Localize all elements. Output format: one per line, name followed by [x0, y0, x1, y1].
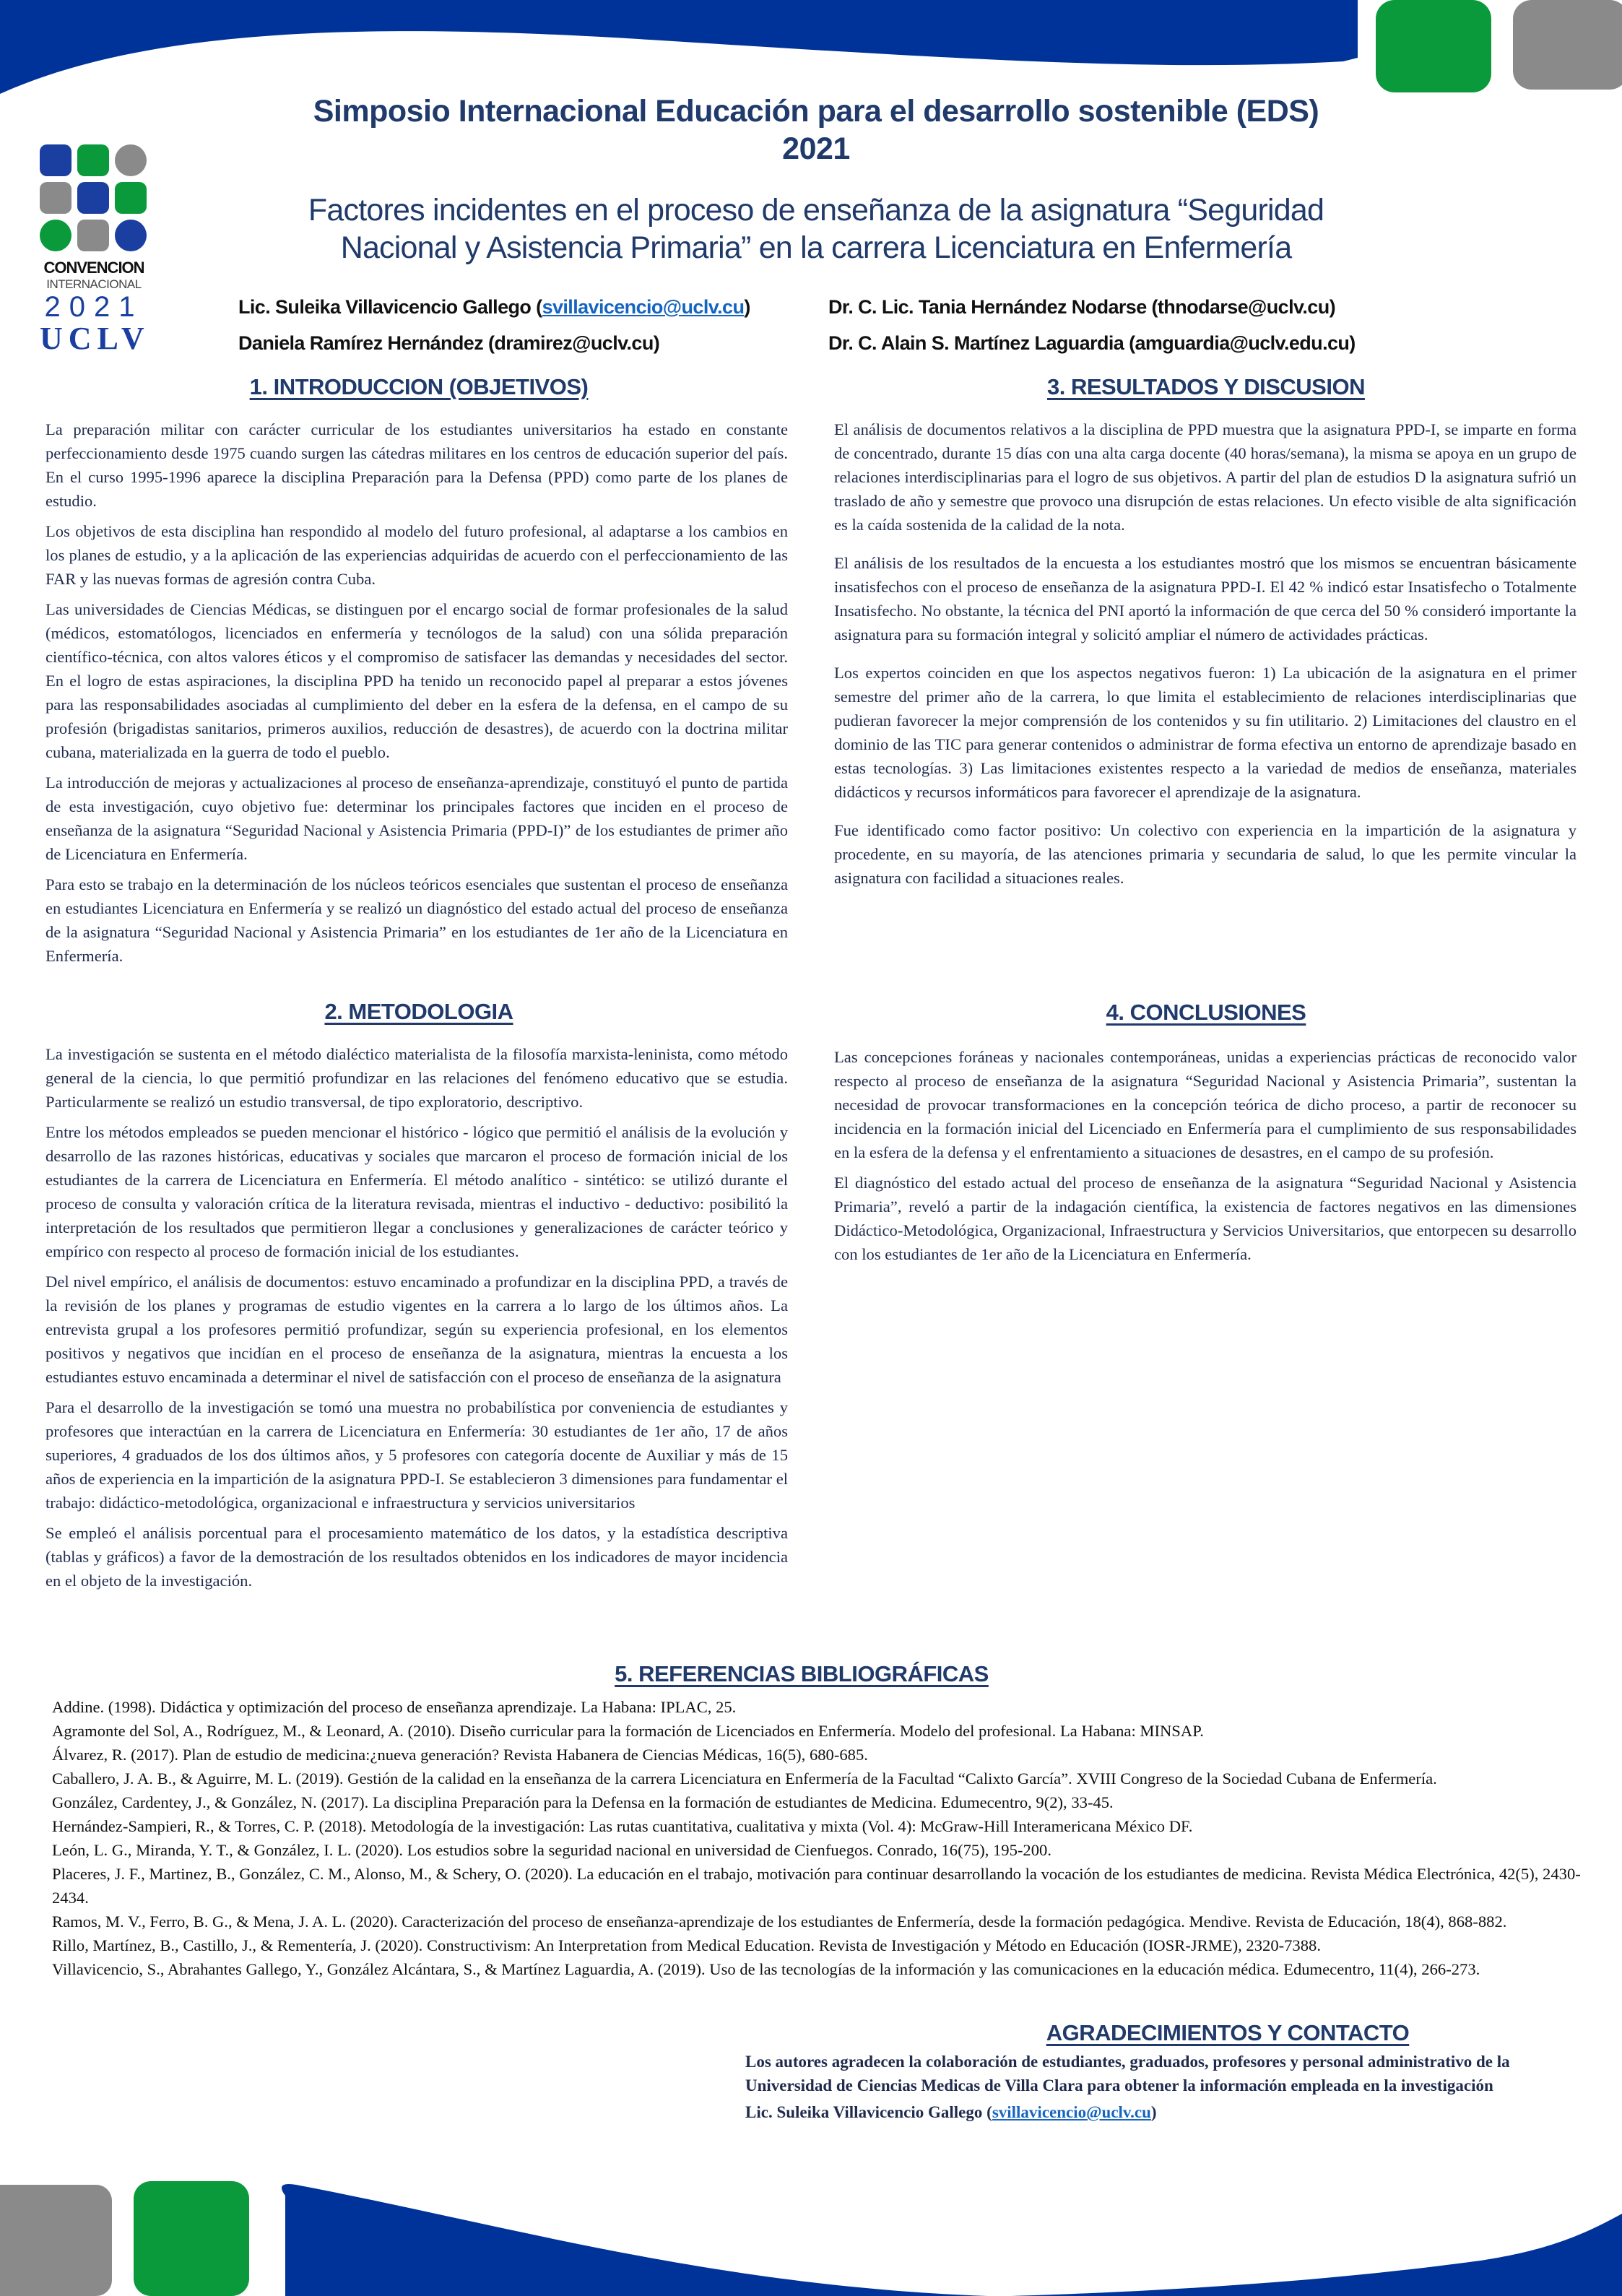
- method-paragraph: La investigación se sustenta en el método dialéctico materialista de la filosofía marxista-leninista, como método general de la ciencia, lo que permitió profundizar en las relaciones del fenómeno educativo que se estudia. Particularmente se realizó un estudio transversal, de tipo exploratorio, descriptivo.: [45, 1045, 788, 1111]
- intro-paragraph: Los objetivos de esta disciplina han respondido al modelo del futuro profesional, al adaptarse a los cambios en los planes de estudio, y a la aplicación de las experiencias adquiridas de acuerdo con el perfeccionamiento de las FAR y las nuevas formas de agresión contra Cuba.: [45, 522, 788, 588]
- reference-item: Ramos, M. V., Ferro, B. G., & Mena, J. A. L. (2020). Caracterización del proceso de enseñanza-aprendizaje de los estudiantes de Enfermería, desde la formación pedagógica. Mendive. Revista de Educación, 18(4), 868-882.: [52, 1912, 1507, 1931]
- author-1-name: Lic. Suleika Villavicencio Gallego (: [238, 296, 542, 318]
- reference-item: Hernández-Sampieri, R., & Torres, C. P. (2018). Metodología de la investigación: Las rutas cuantitativa, cualitativa y mixta (Vol. 4): McGraw-Hill Interamericana México DF.: [52, 1817, 1193, 1835]
- intro-paragraph: Para esto se trabajo en la determinación de los núcleos teóricos esenciales que sustentan el proceso de enseñanza en estudiantes Licenciatura en Enfermería y se realizó un diagnóstico del estado actual del proceso de enseñanza de la asignatura “Seguridad Nacional y Asistencia Primaria” en los estudiantes de 1er año de la Licenciatura en Enfermería.: [45, 875, 788, 965]
- reference-item: González, Cardentey, J., & González, N. (2017). La disciplina Preparación para la Defensa en la formación de estudiantes de Medicina. Edumecentro, 9(2), 33-45.: [52, 1793, 1114, 1811]
- author-1: [238, 296, 750, 319]
- logo-mark-icon: [40, 144, 148, 253]
- method-paragraph: Entre los métodos empleados se pueden mencionar el histórico - lógico que permitió el análisis de la evolución y desarrollo de las razones históricas, educativas y sociales que marcaron el proceso de formación inicial de los estudiantes de la carrera de Licenciatura en Enfermería. El método analítico - sintético: se utilizó durante el proceso de consulta y valoración crítica de la literatura revisada, mientras el inductivo - deductivo: posibilitó la interpretación de los resultados que permitieron llegar a conclusiones y generalizaciones de carácter teórico y empírico con respecto al proceso de formación inicial de los estudiantes.: [45, 1123, 788, 1260]
- convencion-logo: [40, 144, 148, 355]
- ack-text: Los autores agradecen la colaboración de estudiantes, graduados, profesores y personal administrativo de la Universidad de Ciencias Medicas de Villa Clara para obtener la información empleada en la investigación: [745, 2053, 1510, 2094]
- method-paragraph: Para el desarrollo de la investigación se tomó una muestra no probabilística por conveniencia de estudiantes y profesores que interactúan en la carrera de Licenciatura en Enfermería: 30 estudiantes de 1er año, 17 de años superiores, 4 graduados de los dos últimos años, y 5 profesores con categoría docente de Auxiliar y más de 15 años de experiencia en la impartición de la asignatura PPD-I. Se establecieron 3 dimensiones para fundamentar el trabajo: didáctico-metodológica, organizacional e infraestructura y servicios universitarios: [45, 1398, 788, 1512]
- ack-email-link[interactable]: svillavicencio@uclv.cu: [992, 2103, 1151, 2121]
- top-gray-bar: [1513, 0, 1622, 90]
- author-3: Daniela Ramírez Hernández (dramirez@uclv.cu): [238, 332, 660, 354]
- logo-uclv: UCLV: [40, 321, 150, 356]
- logo-year: 2021: [44, 291, 144, 323]
- bottom-gray-bar: [0, 2185, 112, 2296]
- section-heading-conclusions: 4. CONCLUSIONES: [1106, 1000, 1306, 1025]
- logo-internacional: INTERNACIONAL: [46, 277, 142, 291]
- author-4: Dr. C. Alain S. Martínez Laguardia (amguardia@uclv.edu.cu): [828, 332, 1356, 354]
- reference-item: Placeres, J. F., Martinez, B., González, C. M., Alonso, M., & Schery, O. (2020). La educación en el trabajo, motivación para continuar desarrollando la vocación de los estudiantes de medicina. Revista Médica Electrónica, 42(5), 2430-2434.: [52, 1865, 1581, 1907]
- method-body: [45, 1042, 788, 1599]
- intro-paragraph: La preparación militar con carácter curricular de los estudiantes universitarios ha estado en constante perfeccionamiento desde 1975 cuando surgen las cátedras militares en los centros de educación superior del país. En el curso 1995-1996 aparece la disciplina Preparación para la Defensa (PPD) como parte de los planes de estudio.: [45, 420, 788, 510]
- results-body: [834, 417, 1577, 896]
- results-paragraph: El análisis de documentos relativos a la disciplina de PPD muestra que la asignatura PPD-I, se imparte en forma de concentrado, durante 15 días con una alta carga docente (40 horas/semana), la misma se apoya en un grupo de relaciones interdisciplinarias para el logro de sus objetivos. A partir del plan de estudios D la asignatura sufrió un traslado de año y semestre que provoco una disrupción de estas relaciones. Un efecto visible de alta significación es la caída sostenida de la calidad de la nota.: [834, 420, 1577, 534]
- ack-signature-name: Lic. Suleika Villavicencio Gallego (: [745, 2103, 992, 2121]
- bottom-wave-blue: [282, 2184, 1622, 2296]
- results-paragraph: El análisis de los resultados de la encuesta a los estudiantes mostró que los mismos se encuentran básicamente insatisfechos con el proceso de enseñanza de la asignatura PPD-I. El 42 % indicó estar Insatisfecho o Totalmente Insatisfecho. No obstante, la técnica del PNI aportó la información de que cerca del 50 % consideró importante la asignatura para su formación integral y solicitó ampliar el número de actividades prácticas.: [834, 554, 1577, 644]
- ack-signature: [745, 2100, 1583, 2124]
- intro-body: [45, 417, 788, 974]
- reference-item: León, L. G., Miranda, Y. T., & González, I. L. (2020). Los estudios sobre la seguridad nacional en universidad de Cienfuegos. Conrado, 16(75), 195-200.: [52, 1841, 1051, 1859]
- logo-convencion: CONVENCION: [43, 259, 144, 277]
- paper-title-line1: Factores incidentes en el proceso de enseñanza de la asignatura “Seguridad: [308, 193, 1324, 228]
- paper-title-line2: Nacional y Asistencia Primaria” en la carrera Licenciatura en Enfermería: [340, 230, 1292, 265]
- section-heading-intro: 1. INTRODUCCION (OBJETIVOS): [249, 374, 589, 399]
- bottom-green-bar: [134, 2181, 249, 2296]
- author-1-close: ): [744, 296, 750, 318]
- paper-title: [217, 191, 1415, 267]
- reference-item: Agramonte del Sol, A., Rodríguez, M., & Leonard, A. (2010). Diseño curricular para la formación de Licenciados en Enfermería. Modelo del profesional. La Habana: MINSAP.: [52, 1722, 1204, 1740]
- ack-body: [745, 2050, 1583, 2124]
- top-green-bar: [1376, 0, 1491, 92]
- reference-item: Villavicencio, S., Abrahantes Gallego, Y., González Alcántara, S., & Martínez Laguardia, A. (2019). Uso de las tecnologías de la información y las comunicaciones en la educación médica. Edumecentro, 11(4), 266-273.: [52, 1960, 1480, 1978]
- ack-signature-close: ): [1150, 2103, 1157, 2121]
- reference-item: Álvarez, R. (2017). Plan de estudio de medicina:¿nueva generación? Revista Habanera de Ciencias Médicas, 16(5), 680-685.: [52, 1746, 868, 1764]
- method-paragraph: Del nivel empírico, el análisis de documentos: estuvo encaminado a profundizar en la disciplina PPD, a través de la revisión de los planes y programas de estudio vigentes en la carrera a lo largo de los últimos años. La entrevista grupal a los profesores permitió profundizar, según su experiencia profesional, en los elementos positivos y negativos que incidían en el proceso de enseñanza de la asignatura, mientras la encuesta a los estudiantes estuvo encaminada a determinar el nivel de satisfacción con el proceso de enseñanza de la asignatura: [45, 1273, 788, 1386]
- section-heading-method: 2. METODOLOGIA: [324, 999, 513, 1024]
- bottom-banner: [0, 2181, 1622, 2296]
- section-heading-references: 5. REFERENCIAS BIBLIOGRÁFICAS: [615, 1661, 989, 1686]
- author-2: Dr. C. Lic. Tania Hernández Nodarse (thnodarse@uclv.cu): [828, 296, 1335, 318]
- conclusions-paragraph: Las concepciones foráneas y nacionales contemporáneas, unidas a experiencias prácticas de reconocido valor respecto al proceso de enseñanza de la asignatura “Seguridad Nacional y Asistencia Primaria”, sustentan la necesidad de provocar transformaciones en la concepción teórica de dicho proceso, a partir de reconocer su incidencia en la formación inicial del Licenciado en Enfermería para el cumplimiento de sus responsabilidades en la esfera de la defensa y el enfrentamiento a situaciones de desastres, en el campo de su profesión.: [834, 1048, 1577, 1161]
- event-title-line1: Simposio Internacional Educación para el desarrollo sostenible (EDS): [313, 94, 1319, 129]
- intro-paragraph: Las universidades de Ciencias Médicas, se distinguen por el encargo social de formar profesionales de la salud (médicos, estomatólogos, licenciados en enfermería y tecnólogos de la salud) con una sólida preparación científico-técnica, con altos valores éticos y el compromiso de satisfacer las demandas y necesidades del sector. En el logro de estas aspiraciones, la disciplina PPD ha tenido un reconocido papel al preparar a estos jóvenes para las responsabilidades asociadas al cumplimiento del deber en la esfera de la defensa, en el campo de su profesión (brigadistas sanitarios, primeros auxilios, reducción de desastres), de acuerdo con la doctrina militar cubana, materializada en la guerra de todo el pueblo.: [45, 600, 788, 761]
- results-paragraph: Fue identificado como factor positivo: Un colectivo con experiencia en la impartición de la asignatura y procedente, en su mayoría, de las atenciones primaria y secundaria de salud, lo que les permite vincular la asignatura con facilidad a situaciones reales.: [834, 821, 1577, 887]
- conclusions-body: [834, 1045, 1577, 1273]
- event-title-line2: 2021: [782, 131, 850, 166]
- section-heading-ack: AGRADECIMIENTOS Y CONTACTO: [1046, 2020, 1410, 2045]
- method-paragraph: Se empleó el análisis porcentual para el procesamiento matemático de los datos, y la estadística descriptiva (tablas y gráficos) a favor de la demostración de los resultados obtenidos en los indicadores de mayor incidencia en el objeto de la investigación.: [45, 1524, 788, 1590]
- reference-item: Caballero, J. A. B., & Aguirre, M. L. (2019). Gestión de la calidad en la enseñanza de la carrera Licenciatura en Enfermería de la Facultad “Calixto García”. XVIII Congreso de la Sociedad Cubana de Enfermería.: [52, 1769, 1437, 1788]
- reference-list: [52, 1695, 1583, 1981]
- reference-item: Addine. (1998). Didáctica y optimización del proceso de enseñanza aprendizaje. La Habana: IPLAC, 25.: [52, 1698, 737, 1716]
- reference-item: Rillo, Martínez, B., Castillo, J., & Rementería, J. (2020). Constructivism: An Interpretation from Medical Education. Revista de Investigación y Método en Educación (IOSR-JRME), 2320-7388.: [52, 1936, 1321, 1954]
- conclusions-paragraph: El diagnóstico del estado actual del proceso de enseñanza de la asignatura “Seguridad Nacional y Asistencia Primaria”, reveló a partir de la indagación científica, la existencia de factores negativos en las dimensiones Didáctico-Metodológica, Organizacional, Infraestructura y Servicios Universitarios, que entorpecen su desarrollo con los estudiantes de 1er año de la Licenciatura en Enfermería.: [834, 1174, 1577, 1263]
- intro-paragraph: La introducción de mejoras y actualizaciones al proceso de enseñanza-aprendizaje, constituyó el punto de partida de esta investigación, cuyo objetivo fue: determinar los principales factores que inciden en el proceso de enseñanza de la asignatura “Seguridad Nacional y Asistencia Primaria (PPD-I)” de los estudiantes de primer año de Licenciatura en Enfermería.: [45, 774, 788, 863]
- top-wave-blue: [0, 0, 1358, 94]
- section-heading-results: 3. RESULTADOS Y DISCUSION: [1047, 374, 1365, 399]
- top-banner: [0, 0, 1622, 94]
- author-1-email-link[interactable]: svillavicencio@uclv.cu: [542, 296, 745, 318]
- event-title: [217, 92, 1415, 168]
- results-paragraph: Los expertos coinciden en que los aspectos negativos fueron: 1) La ubicación de la asignatura en el primer semestre del primer año de la carrera, lo que limita el establecimiento de relaciones interdisciplinarias que pudieran favorecer la mejor comprensión de los contenidos y su fin utilitario. 2) Limitaciones del claustro en el dominio de las TIC para generar contenidos o administrar de forma efectiva un entorno de aprendizaje basado en estas tecnologías. 3) Las limitaciones existentes respecto a la variedad de medios de enseñanza, materiales didácticos y recursos informáticos para favorecer el aprendizaje de la asignatura.: [834, 664, 1577, 801]
